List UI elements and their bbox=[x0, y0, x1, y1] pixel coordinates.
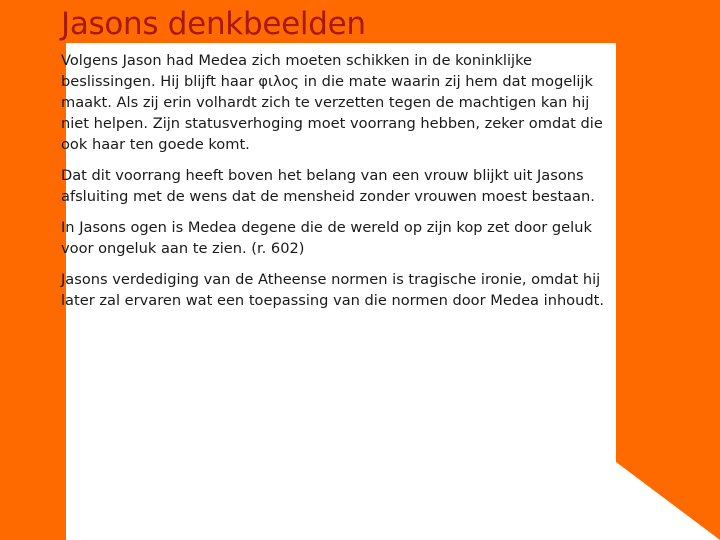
body-paragraph: Jasons verdediging van de Atheense normen is tragische ironie, omdat hij later zal ervaren wat een toepassing van die normen door Medea inhoudt. bbox=[61, 271, 604, 309]
body-paragraph: In Jasons ogen is Medea degene die de wereld op zijn kop zet door geluk voor ongeluk aan te zien. (r. 602) bbox=[61, 219, 592, 257]
slide-title: Jasons denkbeelden bbox=[61, 6, 366, 42]
body-paragraph: Dat dit voorrang heeft boven het belang van een vrouw blijkt uit Jasons afsluiting met de wens dat de mensheid zonder vrouwen moest bestaan. bbox=[61, 167, 595, 205]
slide-body bbox=[61, 50, 621, 321]
body-paragraph: Volgens Jason had Medea zich moeten schikken in de koninklijke beslissingen. Hij blijft haar φιλος in die mate waarin zij hem dat mogelijk maakt. Als zij erin volhardt zich te verzetten tegen de machtigen kan hij niet helpen. Zijn statusverhoging moet voorrang hebben, zeker omdat die ook haar ten goede komt. bbox=[61, 52, 603, 153]
